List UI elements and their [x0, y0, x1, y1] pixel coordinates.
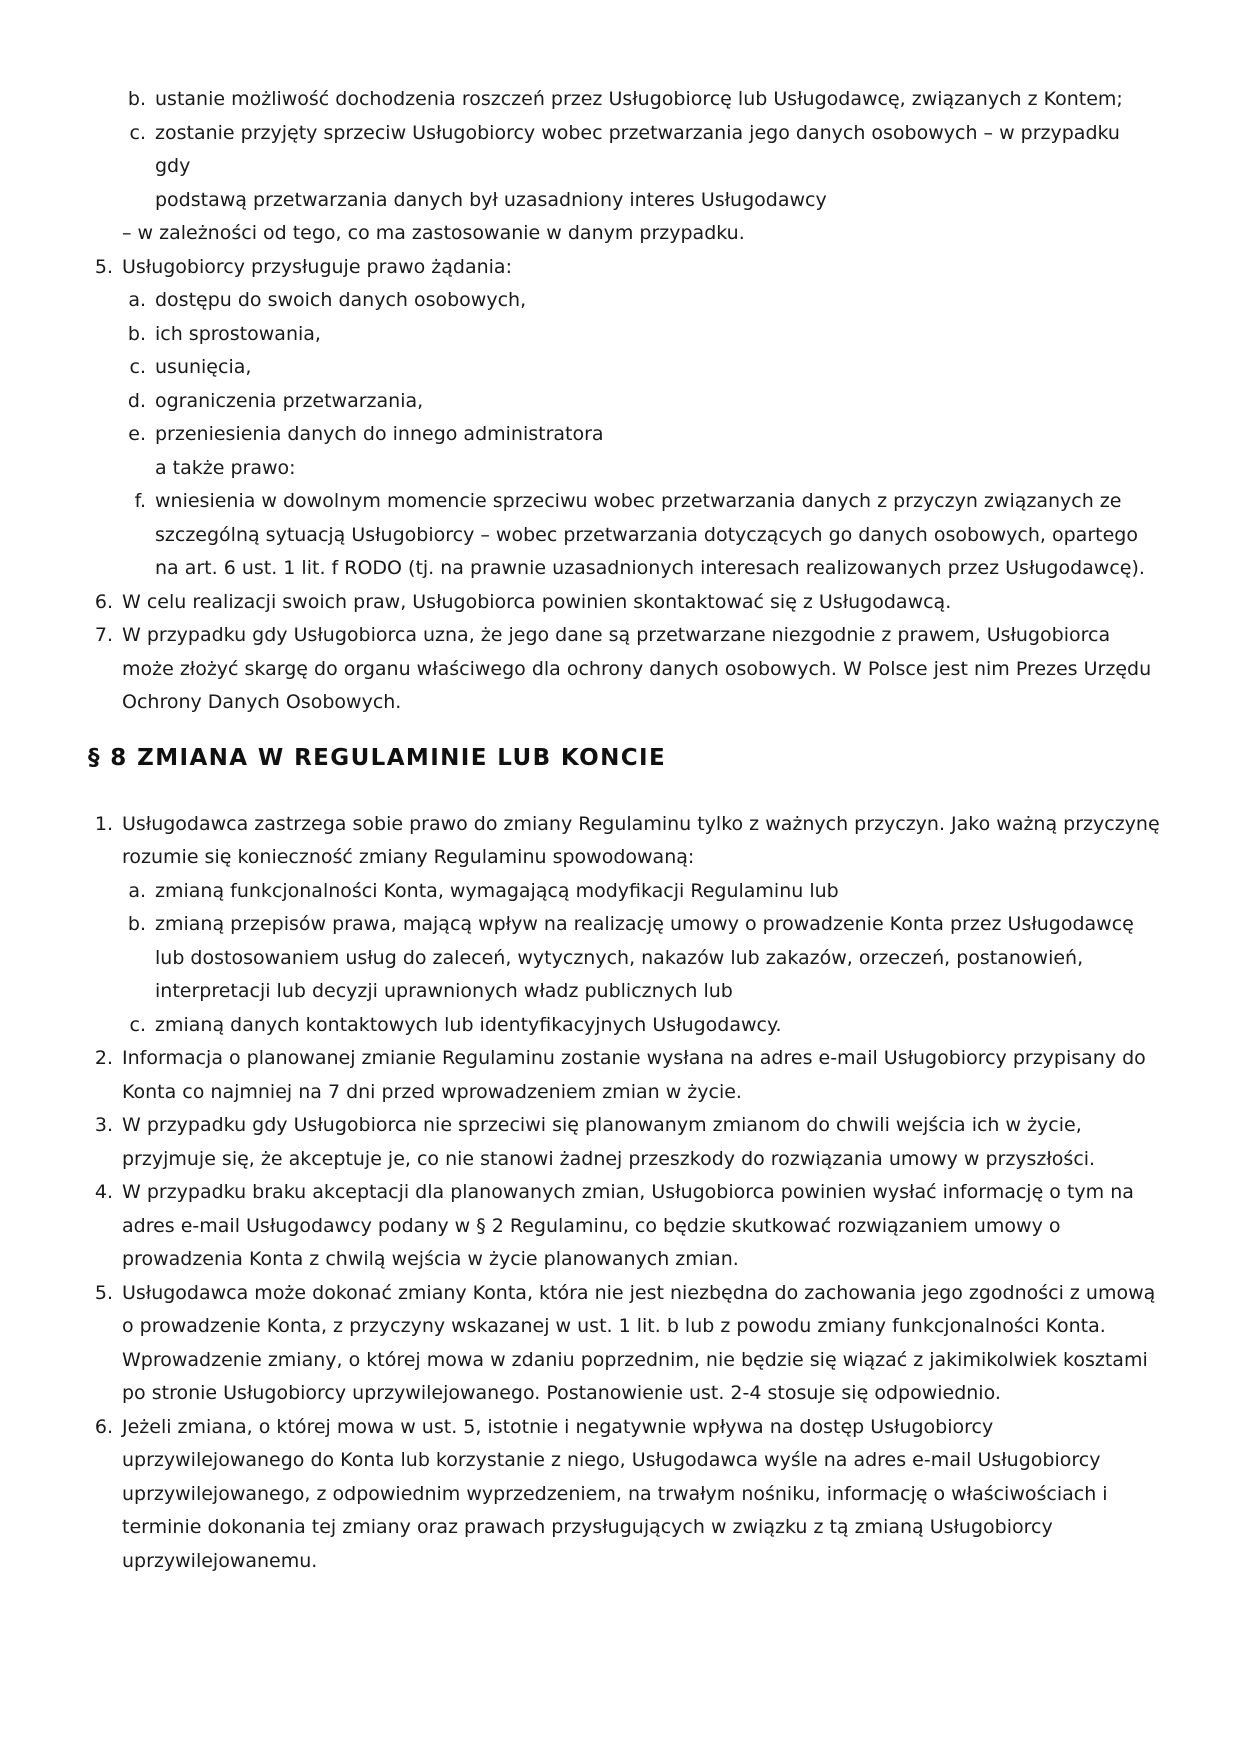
document-body — [0, 83, 1240, 1578]
also-note: a także prawo: — [155, 456, 296, 479]
list-item-c — [113, 117, 1160, 218]
list-item-4 — [80, 1176, 1160, 1277]
list-text: przeniesienia danych do innego administratora — [155, 423, 604, 445]
list-item-7 — [80, 619, 1160, 720]
closing-note: – w zależności od tego, co ma zastosowanie w danym przypadku. — [122, 222, 745, 244]
list-text: zmianą danych kontaktowych lub identyfikacyjnych Usługodawcy. — [155, 1013, 782, 1036]
list-text: ustanie możliwość dochodzenia roszczeń przez Usługobiorcę lub Usługodawcę, związanych z Kontem; — [155, 88, 1123, 110]
list-marker: 6. — [94, 590, 113, 613]
list-marker: 1. — [94, 812, 113, 835]
list-item-2 — [80, 1042, 1160, 1109]
list-item-5 — [80, 251, 1160, 285]
list-text: W celu realizacji swoich praw, Usługobiorca powinien skontaktować się z Usługodawcą. — [122, 590, 952, 613]
list-marker: 3. — [94, 1114, 113, 1136]
list-text: zmianą funkcjonalności Konta, wymagającą modyfikacji Regulaminu lub — [155, 879, 839, 902]
list-text: Usługodawca zastrzega sobie prawo do zmiany Regulaminu tylko z ważnych przyczyn. Jako ważną przyczynę rozumie się konieczność zmiany Regulaminu spowodowaną: — [122, 812, 1160, 868]
list-text: ograniczenia przetwarzania, — [155, 389, 424, 412]
list-marker: a. — [128, 289, 146, 311]
list-marker: c. — [129, 1013, 146, 1036]
list-text: wniesienia w dowolnym momencie sprzeciwu wobec przetwarzania danych z przyczyn związanych ze szczególną sytuacją Usługobiorcy – wobec przetwarzania dotyczących go danych osobowych, opartego na art. 6 ust. 1 lit. f RODO (tj. na prawnie uzasadnionych interesach realizowanych przez Usługodawcę). — [155, 490, 1145, 579]
list-marker: b. — [127, 322, 146, 345]
list-text: zostanie przyjęty sprzeciw Usługobiorcy wobec przetwarzania jego danych osobowych – w przypadku gdy podstawą przetwarzania danych był uzasadniony interes Usługodawcy — [155, 121, 1120, 211]
list-marker: 5. — [94, 255, 113, 278]
sublist-item-b — [113, 908, 1160, 1009]
list-text: Jeżeli zmiana, o której mowa w ust. 5, istotnie i negatywnie wpływa na dostęp Usługobiorcy uprzywilejowanego do Konta lub korzystanie z niego, Usługodawca wyśle na adres e-mail Usługobiorcy uprzywilejowanego, z odpowiednim wyprzedzeniem, na trwałym nośniku, informację o właściwościach i terminie dokonania tej zmiany oraz prawach przysługujących w związku z tą zmianą Usługobiorcy uprzywilejowanemu. — [122, 1415, 1108, 1572]
list-text: ich sprostowania, — [155, 322, 321, 345]
list-marker: c. — [129, 121, 146, 144]
list-item-5 — [80, 1277, 1160, 1411]
list-item-6 — [80, 1411, 1160, 1579]
list-marker: 4. — [94, 1181, 113, 1203]
list-item-3 — [80, 1109, 1160, 1176]
section-heading: § 8 ZMIANA W REGULAMINIE LUB KONCIE — [88, 744, 667, 771]
sublist-item-b — [113, 318, 1160, 352]
list-marker: a. — [128, 879, 146, 902]
sublist-item-a — [113, 875, 1160, 909]
sublist-item-a — [113, 284, 1160, 318]
sublist-item-e — [113, 418, 1160, 452]
list-text: Usługodawca może dokonać zmiany Konta, która nie jest niezbędna do zachowania jego zgodności z umową o prowadzenie Konta, z przyczyny wskazanej w ust. 1 lit. b lub z powodu zmiany funkcjonalności Konta. Wprowadzenie zmiany, o której mowa w zdaniu poprzednim, nie będzie się wiązać z jakimikolwiek kosztami po stronie Usługobiorcy uprzywilejowanego. Postanowienie ust. 2-4 stosuje się odpowiednio. — [122, 1281, 1156, 1404]
list-marker: 6. — [94, 1415, 113, 1438]
list-text: usunięcia, — [155, 356, 252, 378]
list-marker: b. — [127, 913, 146, 935]
list-marker: 7. — [94, 624, 113, 646]
list-marker: b. — [127, 88, 146, 110]
list-text: Usługobiorcy przysługuje prawo żądania: — [122, 255, 512, 278]
list-marker: 2. — [94, 1047, 113, 1069]
list-text: W przypadku gdy Usługobiorca nie sprzeciwi się planowanym zmianom do chwili wejścia ich w życie, przyjmuje się, że akceptuje je, co nie stanowi żadnej przeszkody do rozwiązania umowy w przyszłości. — [122, 1114, 1096, 1170]
list-marker: 5. — [94, 1281, 113, 1304]
sublist-item-c — [113, 351, 1160, 385]
list-item-1 — [80, 808, 1160, 875]
list-text: zmianą przepisów prawa, mającą wpływ na realizację umowy o prowadzenie Konta przez Usługodawcę lub dostosowaniem usług do zaleceń, wytycznych, nakazów lub zakazów, orzeczeń, postanowień, interpretacji lub decyzji uprawnionych władz publicznych lub — [155, 913, 1134, 1002]
list-marker: e. — [128, 423, 146, 445]
sublist-item-c — [113, 1009, 1160, 1043]
list-text: Informacja o planowanej zmianie Regulaminu zostanie wysłana na adres e-mail Usługobiorcy przypisany do Konta co najmniej na 7 dni przed wprowadzeniem zmian w życie. — [122, 1047, 1146, 1103]
sublist-item-f — [113, 485, 1160, 586]
list-text: W przypadku gdy Usługobiorca uzna, że jego dane są przetwarzane niezgodnie z prawem, Usługobiorca może złożyć skargę do organu właściwego dla ochrony danych osobowych. W Polsce jest nim Prezes Urzędu Ochrony Danych Osobowych. — [122, 624, 1152, 713]
list-marker: f. — [134, 490, 146, 512]
list-marker: d. — [127, 389, 146, 412]
list-text: W przypadku braku akceptacji dla planowanych zmian, Usługobiorca powinien wysłać informację o tym na adres e-mail Usługodawcy podany w § 2 Regulaminu, co będzie skutkować rozwiązaniem umowy o prowadzenia Konta z chwilą wejścia w życie planowanych zmian. — [122, 1181, 1134, 1270]
sublist-item-d — [113, 385, 1160, 419]
list-text: dostępu do swoich danych osobowych, — [155, 289, 527, 311]
list-marker: c. — [129, 356, 146, 378]
list-item-b — [113, 83, 1160, 117]
list-item-6 — [80, 586, 1160, 620]
